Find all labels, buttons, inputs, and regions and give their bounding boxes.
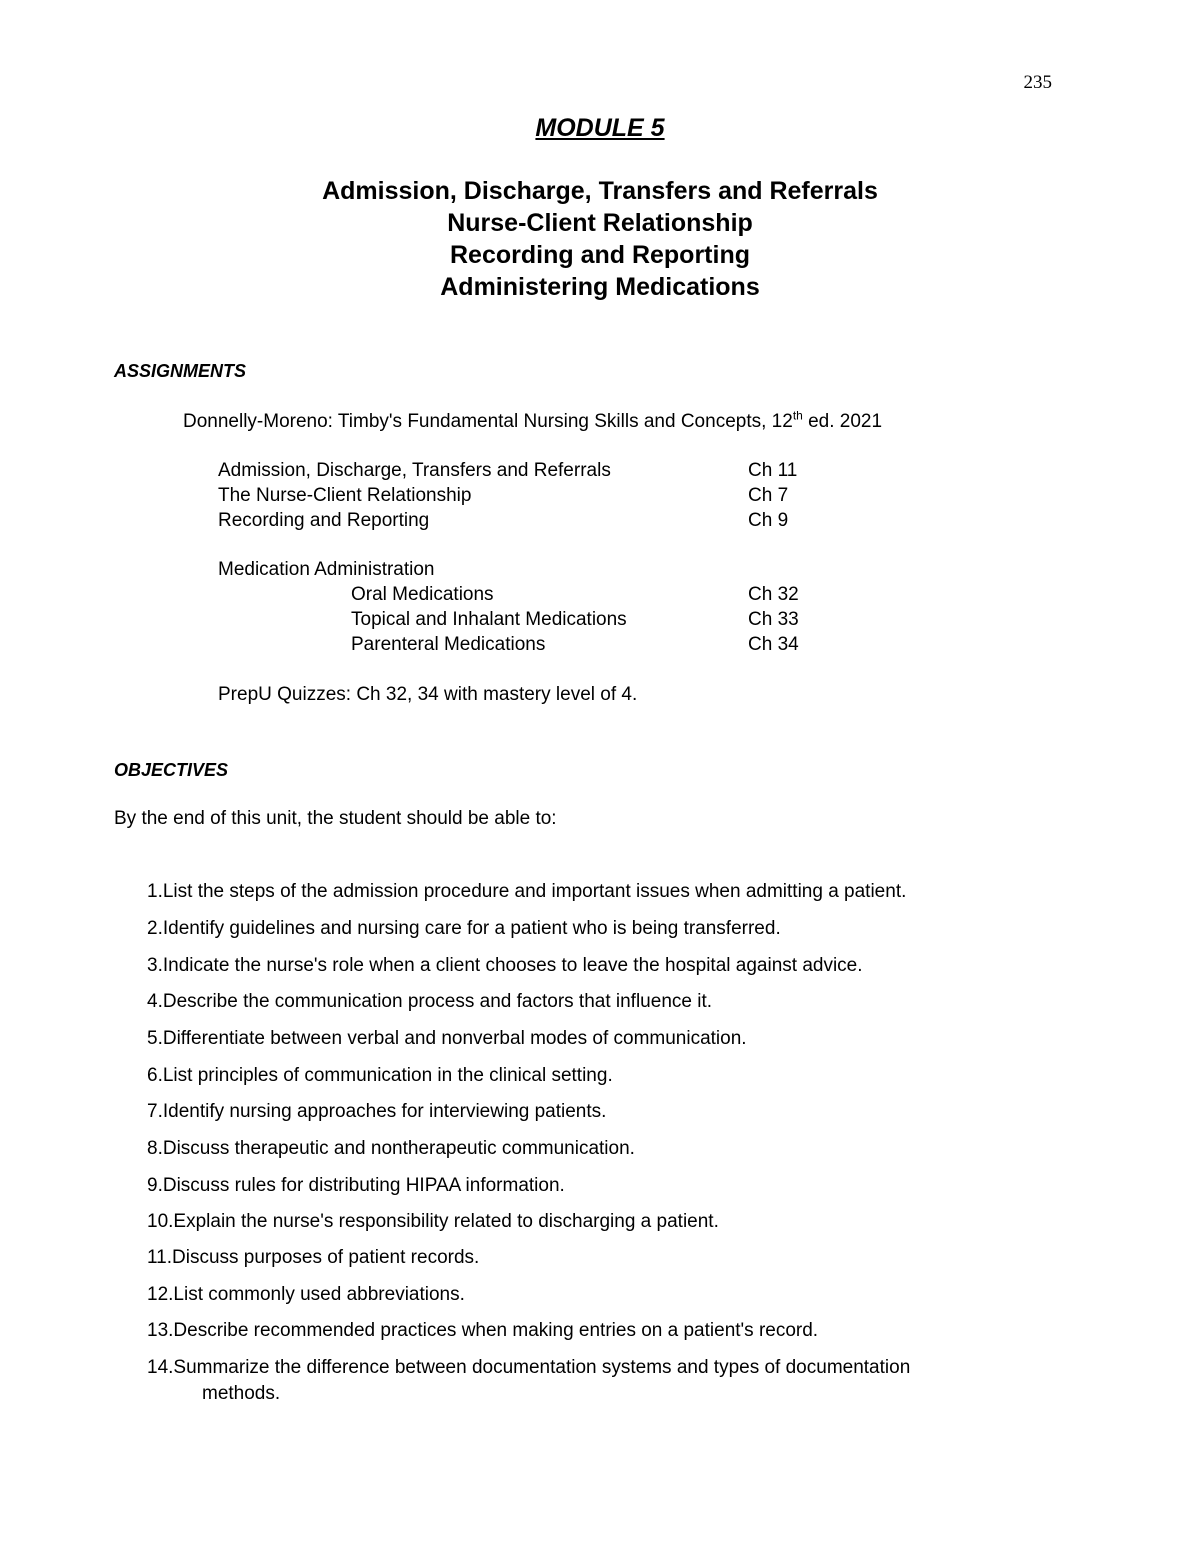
objective-item: 2.Identify guidelines and nursing care for a patient who is being transferred. — [147, 918, 781, 939]
prepu-quizzes: PrepU Quizzes: Ch 32, 34 with mastery level of 4. — [218, 684, 638, 705]
objectives-intro: By the end of this unit, the student should be able to: — [114, 808, 557, 829]
medication-topic: Topical and Inhalant Medications — [351, 609, 627, 630]
chapter-number: Ch 7 — [748, 485, 789, 506]
objective-item: 1.List the steps of the admission procedure and important issues when admitting a patient. — [147, 881, 907, 902]
textbook-superscript: th — [792, 408, 803, 423]
objective-item-continuation: methods. — [202, 1383, 281, 1404]
objectives-heading: OBJECTIVES — [114, 760, 229, 780]
objective-item: 13.Describe recommended practices when making entries on a patient's record. — [147, 1320, 819, 1341]
chapter-topic: Recording and Reporting — [218, 510, 430, 531]
assignments-heading: ASSIGNMENTS — [114, 361, 247, 381]
chapter-topic: The Nurse-Client Relationship — [218, 485, 472, 506]
subtitle-recording: Recording and Reporting — [450, 241, 750, 269]
objective-item: 10.Explain the nurse's responsibility related to discharging a patient. — [147, 1211, 719, 1232]
subtitle-admission: Admission, Discharge, Transfers and Referrals — [322, 177, 878, 205]
objective-item: 5.Differentiate between verbal and nonverbal modes of communication. — [147, 1028, 747, 1049]
medication-topic: Parenteral Medications — [351, 634, 546, 655]
medication-chapter: Ch 33 — [748, 609, 799, 630]
textbook-reference — [183, 408, 883, 433]
objective-item: 8.Discuss therapeutic and nontherapeutic communication. — [147, 1138, 635, 1159]
chapter-number: Ch 9 — [748, 510, 789, 531]
subtitle-medications: Administering Medications — [440, 273, 760, 301]
objective-item: 11.Discuss purposes of patient records. — [147, 1247, 480, 1268]
textbook-suffix: ed. 2021 — [802, 411, 883, 432]
medication-topic: Oral Medications — [351, 584, 494, 605]
medication-chapter: Ch 32 — [748, 584, 799, 605]
medication-chapter: Ch 34 — [748, 634, 799, 655]
objective-item: 9.Discuss rules for distributing HIPAA information. — [147, 1175, 565, 1196]
page-number: 235 — [1023, 72, 1052, 93]
objective-item: 14.Summarize the difference between documentation systems and types of documentation — [147, 1357, 911, 1378]
chapter-topic: Admission, Discharge, Transfers and Referrals — [218, 460, 611, 481]
objective-item: 6.List principles of communication in the clinical setting. — [147, 1065, 613, 1086]
objective-item: 3.Indicate the nurse's role when a client chooses to leave the hospital against advice. — [147, 955, 863, 976]
chapter-number: Ch 11 — [748, 460, 798, 481]
objective-item: 12.List commonly used abbreviations. — [147, 1284, 465, 1305]
medication-heading: Medication Administration — [218, 559, 435, 580]
objective-item: 4.Describe the communication process and factors that influence it. — [147, 991, 713, 1012]
textbook-prefix: Donnelly-Moreno: Timby's Fundamental Nursing Skills and Concepts, 12 — [183, 411, 793, 432]
subtitle-nurse-client: Nurse-Client Relationship — [447, 209, 753, 237]
objective-item: 7.Identify nursing approaches for interviewing patients. — [147, 1101, 607, 1122]
module-title: MODULE 5 — [535, 114, 665, 142]
